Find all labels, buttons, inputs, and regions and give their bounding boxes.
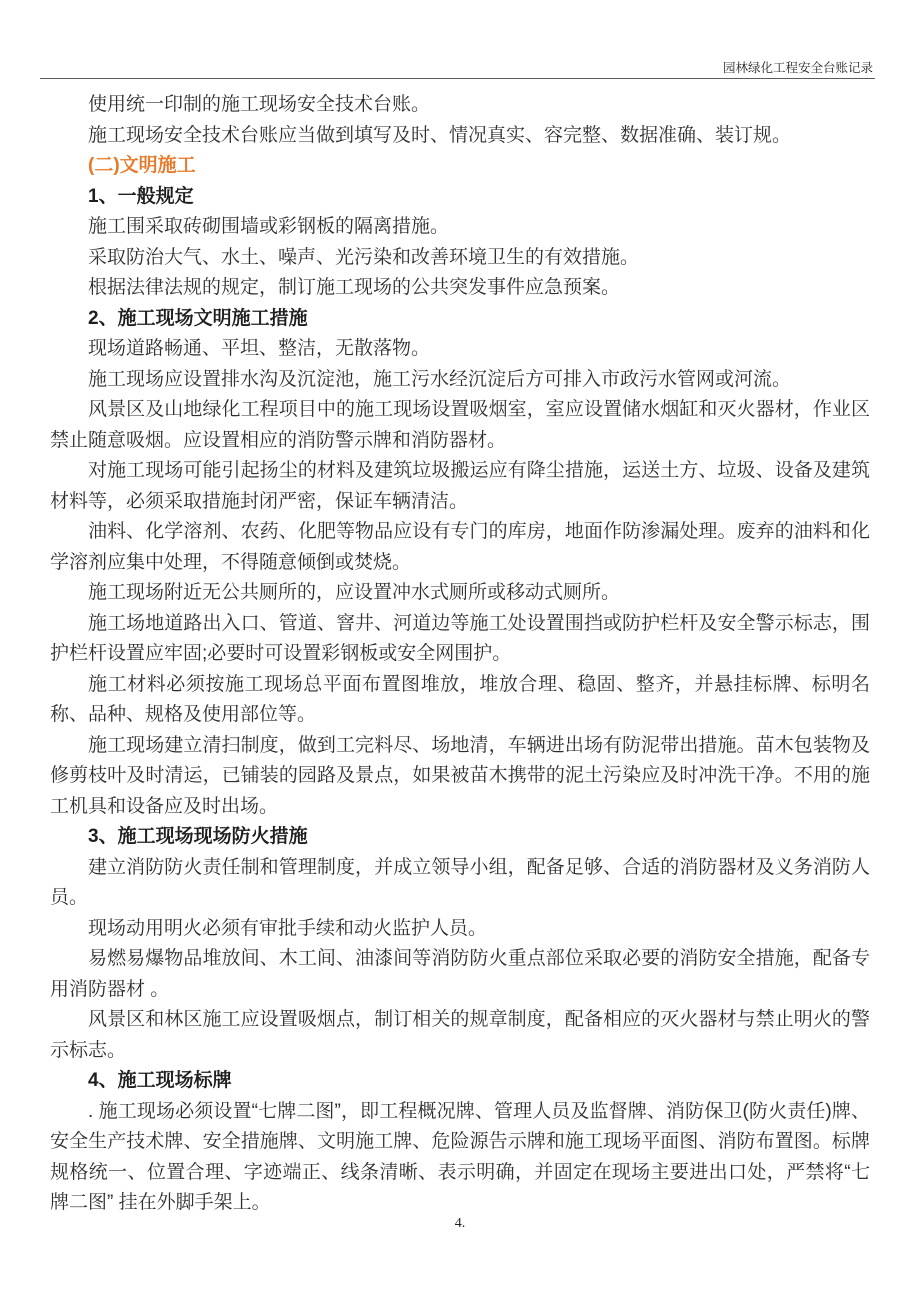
section-heading: 1、一般规定	[88, 185, 194, 207]
paragraph: 根据法律法规的规定，制订施工现场的公共突发事件应急预案。	[88, 277, 621, 298]
paragraph: 采取防治大气、水土、噪声、光污染和改善环境卫生的有效措施。	[88, 246, 640, 268]
paragraph: 油料、化学溶剂、农药、化肥等物品应设有专门的库房，地面作防渗漏处理。废弃的油料和化学溶剂应集中处理，不得随意倾倒或焚烧。	[50, 521, 870, 573]
document-body	[50, 90, 870, 1219]
paragraph: 建立消防防火责任制和管理制度，并成立领导小组，配备足够、合适的消防器材及义务消防人员。	[50, 856, 870, 908]
paragraph: 施工现场建立清扫制度，做到工完料尽、场地清，车辆进出场有防泥带出措施。苗木包装物及修剪枝叶及时清运，已铺装的园路及景点，如果被苗木携带的泥土污染应及时冲洗干净。不用的施工机具和设备应及时出场。	[50, 734, 870, 817]
paragraph: . 施工现场必须设置“七牌二图”，即工程概况牌、管理人员及监督牌、消防保卫(防火责任)牌、安全生产技术牌、安全措施牌、文明施工牌、危险源告示牌和施工现场平面图、消防布置图。标牌规格统一、位置合理、字迹端正、线条清晰、表示明确，并固定在现场主要进出口处，严禁将“七牌二图” 挂在外脚手架上。	[50, 1100, 870, 1213]
section-heading: (二)文明施工	[88, 155, 196, 176]
paragraph: 风景区和林区施工应设置吸烟点，制订相关的规章制度，配备相应的灭火器材与禁止明火的警示标志。	[50, 1009, 870, 1061]
section-heading: 3、施工现场现场防火措施	[88, 826, 308, 847]
paragraph: 使用统一印制的施工现场安全技术台账。	[88, 94, 431, 115]
paragraph: 施工围采取砖砌围墙或彩钢板的隔离措施。	[88, 216, 450, 237]
paragraph: 现场动用明火必须有审批手续和动火监护人员。	[88, 917, 488, 939]
section-heading: 2、施工现场文明施工措施	[88, 307, 308, 329]
paragraph: 对施工现场可能引起扬尘的材料及建筑垃圾搬运应有降尘措施，运送土方、垃圾、设备及建筑材料等，必须采取措施封闭严密，保证车辆清洁。	[50, 460, 870, 512]
paragraph: 施工材料必须按施工现场总平面布置图堆放，堆放合理、稳固、整齐，并悬挂标牌、标明名称、品种、规格及使用部位等。	[50, 673, 870, 725]
paragraph: 风景区及山地绿化工程项目中的施工现场设置吸烟室，室应设置储水烟缸和灭火器材，作业区禁止随意吸烟。应设置相应的消防警示牌和消防器材。	[50, 399, 870, 451]
section-heading: 4、施工现场标牌	[88, 1070, 232, 1091]
page-header-title: 园林绿化工程安全台账记录	[40, 0, 875, 79]
paragraph: 施工现场安全技术台账应当做到填写及时、情况真实、容完整、数据准确、装订规。	[88, 124, 792, 146]
paragraph: 施工现场附近无公共厕所的，应设置冲水式厕所或移动式厕所。	[88, 582, 621, 603]
paragraph: 易燃易爆物品堆放间、木工间、油漆间等消防防火重点部位采取必要的消防安全措施，配备专用消防器材 。	[50, 948, 870, 1000]
paragraph: 现场道路畅通、平坦、整洁，无散落物。	[88, 338, 431, 359]
paragraph: 施工现场应设置排水沟及沉淀池，施工污水经沉淀后方可排入市政污水管网或河流。	[88, 368, 792, 390]
paragraph: 施工场地道路出入口、管道、窨井、河道边等施工处设置围挡或防护栏杆及安全警示标志，围护栏杆设置应牢固;必要时可设置彩钢板或安全网围护。	[50, 612, 870, 664]
page-number: 4.	[454, 1216, 466, 1231]
